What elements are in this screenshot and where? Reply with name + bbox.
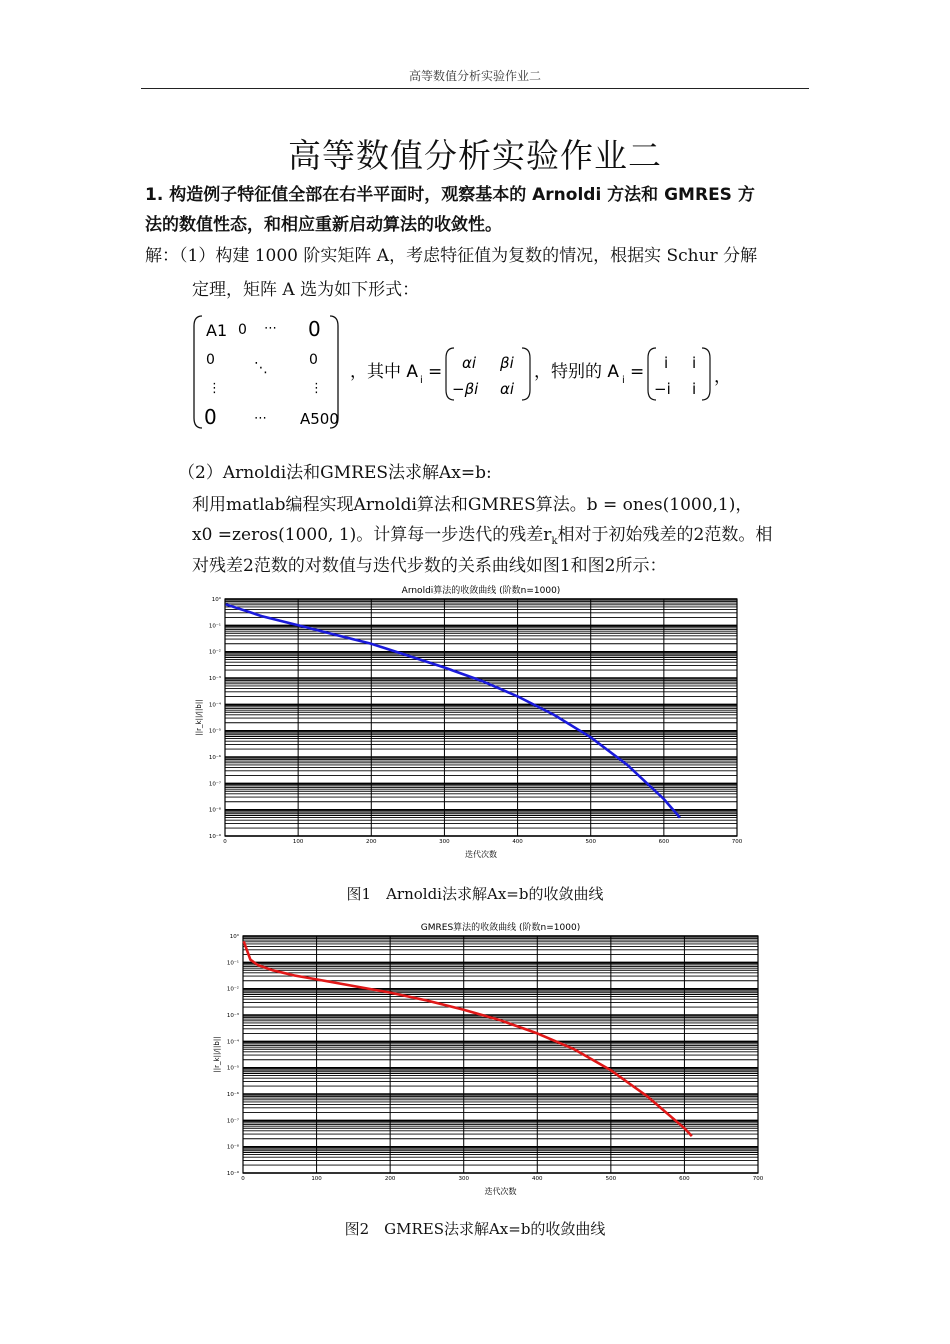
y-tick-label: 10⁻¹ xyxy=(226,960,239,967)
x-tick-label: 200 xyxy=(384,1176,396,1182)
answer-line-2: 定理，矩阵 A 选为如下形式： xyxy=(192,280,420,300)
matrix-entry: ⋯ xyxy=(264,321,277,336)
x-tick-label: 600 xyxy=(658,839,670,845)
plot-frame xyxy=(225,599,737,836)
header-rule xyxy=(141,88,809,89)
x-tick-label: 0 xyxy=(241,1176,245,1182)
y-tick-label: 10⁻⁸ xyxy=(226,1144,239,1151)
figure-2-caption: 图2 GMRES法求解Ax=b的收敛曲线 xyxy=(344,1220,606,1238)
arnoldi-convergence-chart xyxy=(190,580,750,860)
y-tick-label: 10⁻⁷ xyxy=(226,1118,239,1125)
part2-line-2a: x0 =zeros(1000, 1)。计算每一步迭代的残差r xyxy=(192,525,552,545)
matrix-entry: 0 xyxy=(204,405,217,429)
question-line-1: 1. 构造例子特征值全部在右半平面时，观察基本的 Arnoldi 方法和 GMRES 方 xyxy=(145,185,755,205)
question-line-2: 法的数值性态，和相应重新启动算法的收敛性。 xyxy=(145,215,502,235)
x-axis-label: 迭代次数 xyxy=(465,850,497,859)
matrix-entry: A500 xyxy=(300,410,339,428)
chart-title: Arnoldi算法的收敛曲线 (阶数n=1000) xyxy=(401,586,561,596)
x-axis-label: 迭代次数 xyxy=(484,1187,517,1196)
matrix-entry: A1 xyxy=(206,321,228,340)
y-tick-label: 10⁻⁵ xyxy=(226,1065,239,1072)
matrix3-entry: −i xyxy=(654,380,671,398)
matrix-entry: ⋮ xyxy=(208,381,221,396)
matrix-entry: 0 xyxy=(309,352,318,368)
x-tick-label: 100 xyxy=(311,1176,322,1182)
x-tick-label: 400 xyxy=(512,839,523,845)
y-tick-label: 10⁰ xyxy=(229,934,239,940)
y-tick-label: 10⁻⁶ xyxy=(208,755,221,761)
x-tick-label: 300 xyxy=(439,839,450,845)
gmres-convergence-chart xyxy=(205,917,765,1199)
x-tick-label: 200 xyxy=(366,839,377,845)
x-tick-label: 0 xyxy=(223,839,227,845)
matrix3-entry: i xyxy=(664,354,669,372)
matrix-eq: = xyxy=(428,362,443,382)
x-tick-label: 100 xyxy=(292,839,304,845)
y-tick-label: 10⁻³ xyxy=(208,676,221,682)
matrix-entry: ⋮ xyxy=(310,381,323,396)
figure-1-caption: 图1 Arnoldi法求解Ax=b的收敛曲线 xyxy=(346,885,604,903)
part2-line-2 xyxy=(192,520,772,547)
page-header: 高等数值分析实验作业二 xyxy=(408,69,541,83)
part2-line-1: 利用matlab编程实现Arnoldi算法和GMRES算法。b = ones(1000,1)， xyxy=(192,495,753,515)
part2-line-3: 对残差2范数的对数值与迭代步数的关系曲线如图1和图2所示： xyxy=(192,556,667,576)
plot-frame xyxy=(243,936,758,1173)
y-axis-label: ||r_k||/||b|| xyxy=(213,1036,221,1073)
y-tick-label: 10⁻⁵ xyxy=(208,728,221,735)
matrix-end: ， xyxy=(714,367,731,387)
x-tick-label: 700 xyxy=(752,1176,764,1182)
answer-line-1: 解：（1）构建 1000 阶实矩阵 A，考虑特征值为复数的情况，根据实 Schur 分解 xyxy=(145,246,758,266)
x-tick-label: 600 xyxy=(679,1176,690,1182)
matrix-where-sub: i xyxy=(420,375,423,386)
matrix-entry: 0 xyxy=(308,317,321,341)
y-tick-label: 10⁻⁶ xyxy=(226,1092,239,1098)
x-tick-label: 500 xyxy=(585,839,596,845)
part2-line-2b: 相对于初始残差的2范数。相 xyxy=(557,525,773,545)
y-tick-label: 10⁻⁴ xyxy=(208,702,221,709)
matrix2-entry: αi xyxy=(500,380,515,398)
chart-title: GMRES算法的收敛曲线 (阶数n=1000) xyxy=(420,923,581,933)
matrix-eq: = xyxy=(630,362,645,382)
matrix-special-sub: i xyxy=(622,375,625,386)
y-tick-label: 10⁻⁸ xyxy=(208,807,221,814)
y-tick-label: 10⁰ xyxy=(211,597,221,603)
y-tick-label: 10⁻³ xyxy=(226,1013,239,1019)
matrix3-entry: i xyxy=(692,380,697,398)
matrix3-entry: i xyxy=(692,354,697,372)
y-tick-label: 10⁻⁴ xyxy=(226,1039,239,1046)
y-tick-label: 10⁻² xyxy=(208,649,221,656)
x-tick-label: 700 xyxy=(731,839,743,845)
y-tick-label: 10⁻⁹ xyxy=(226,1171,239,1177)
matrix2-entry: βi xyxy=(500,354,514,372)
part2-line-2-sub: k xyxy=(551,536,558,547)
matrix-special-text: ，特别的 A xyxy=(534,362,620,382)
y-tick-label: 10⁻² xyxy=(226,986,239,993)
matrix-entry: 0 xyxy=(206,352,215,368)
x-tick-label: 500 xyxy=(605,1176,617,1182)
y-tick-label: 10⁻⁷ xyxy=(208,781,221,788)
x-tick-label: 300 xyxy=(458,1176,469,1182)
part2-title: （2）Arnoldi法和GMRES法求解Ax=b: xyxy=(178,463,492,483)
matrix-definition xyxy=(192,312,752,434)
matrix2-entry: −βi xyxy=(452,380,479,398)
document-title: 高等数值分析实验作业二 xyxy=(288,136,662,175)
matrix-entry: ⋯ xyxy=(254,411,267,426)
matrix-entry: ⋱ xyxy=(254,360,268,376)
y-axis-label: ||r_k||/||b|| xyxy=(195,699,203,736)
matrix-where-text: ，其中 A xyxy=(350,362,419,382)
y-tick-label: 10⁻⁹ xyxy=(208,834,221,840)
y-tick-label: 10⁻¹ xyxy=(208,623,221,630)
matrix2-entry: αi xyxy=(462,354,477,372)
matrix-entry: 0 xyxy=(238,322,247,338)
x-tick-label: 400 xyxy=(532,1176,543,1182)
